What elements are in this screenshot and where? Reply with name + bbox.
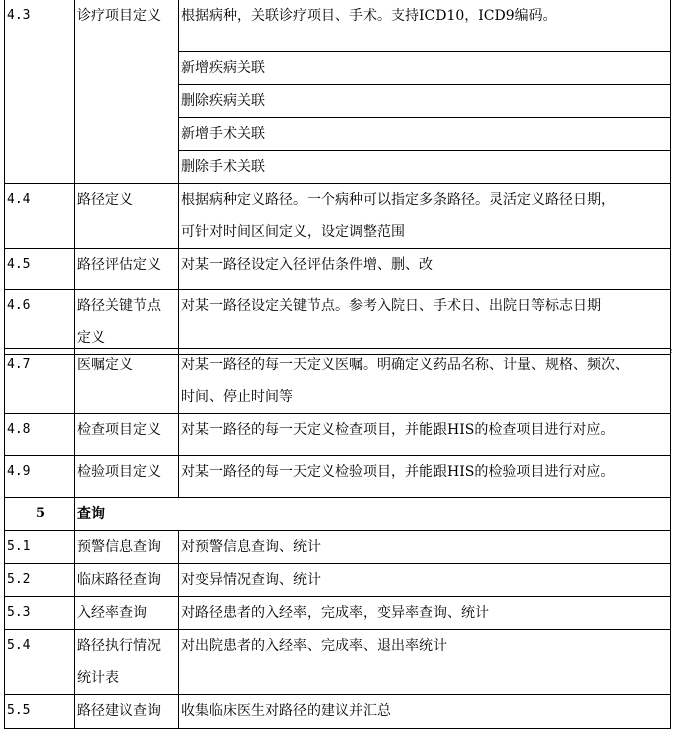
desc-line: 时间、停止时间等 [181,389,293,405]
desc-line: 可针对时间区间定义，设定调整范围 [181,224,405,240]
sub-item: 新增疾病关联 [179,52,671,85]
desc-line: 根据病种定义路径。一个病种可以指定多条路径。灵活定义路径日期， [181,192,615,208]
item-name: 医嘱定义 [75,349,179,414]
item-description: 对预警信息查询、统计 [179,531,671,564]
name-line: 路径执行情况 [77,638,161,654]
item-name: 检查项目定义 [75,414,179,456]
item-name [75,290,179,355]
item-description: 收集临床医生对路径的建议并汇总 [179,695,671,729]
table-row [5,349,671,414]
item-name: 临床路径查询 [75,564,179,597]
sub-item: 删除手术关联 [179,151,671,184]
item-description: 对变异情况查询、统计 [179,564,671,597]
row-number: 5.3 [5,597,75,630]
item-name: 诊疗项目定义 [75,0,179,184]
item-name: 检验项目定义 [75,456,179,498]
table-row [5,630,671,695]
table-row [5,0,671,52]
item-name: 入经率查询 [75,597,179,630]
row-number: 4.7 [5,349,75,414]
name-line: 统计表 [77,670,119,686]
item-name [75,630,179,695]
row-number: 5.4 [5,630,75,695]
row-number: 4.4 [5,184,75,249]
item-description: 对某一路径的每一天定义检验项目，并能跟HIS的检验项目进行对应。 [179,456,671,498]
item-description: 对路径患者的入经率，完成率，变异率查询、统计 [179,597,671,630]
table-row [5,564,671,597]
table-row [5,456,671,498]
item-name: 路径评估定义 [75,249,179,290]
row-number: 5.1 [5,531,75,564]
item-description: 对某一路径设定入径评估条件增、删、改 [179,249,671,290]
row-number: 4.3 [5,0,75,184]
sub-item: 删除疾病关联 [179,85,671,118]
item-description [179,184,671,249]
row-number: 4.9 [5,456,75,498]
table-row [5,290,671,355]
table-row [5,531,671,564]
table-row [5,695,671,729]
requirements-table-part1 [4,0,671,355]
row-number: 4.8 [5,414,75,456]
table-row [5,184,671,249]
sub-item: 新增手术关联 [179,118,671,151]
row-number: 5.2 [5,564,75,597]
item-name: 路径定义 [75,184,179,249]
item-description [179,349,671,414]
name-line: 定义 [77,330,105,346]
requirements-table-part2 [4,348,671,729]
item-description: 对某一路径的每一天定义检查项目，并能跟HIS的检查项目进行对应。 [179,414,671,456]
row-number: 5.5 [5,695,75,729]
table-row [5,249,671,290]
item-description: 对某一路径设定关键节点。参考入院日、手术日、出院日等标志日期 [179,290,671,355]
item-description: 对出院患者的入经率、完成率、退出率统计 [179,630,671,695]
table-row [5,414,671,456]
row-number: 4.6 [5,290,75,355]
section-number: 5 [5,498,75,531]
table-row [5,597,671,630]
name-line: 路径关键节点 [77,298,161,314]
item-name: 预警信息查询 [75,531,179,564]
section-title: 查询 [75,498,671,531]
item-description: 根据病种，关联诊疗项目、手术。支持ICD10，ICD9编码。 [179,0,671,52]
item-name: 路径建议查询 [75,695,179,729]
row-number: 4.5 [5,249,75,290]
desc-line: 对某一路径的每一天定义医嘱。明确定义药品名称、计量、规格、频次、 [181,357,629,373]
section-row [5,498,671,531]
